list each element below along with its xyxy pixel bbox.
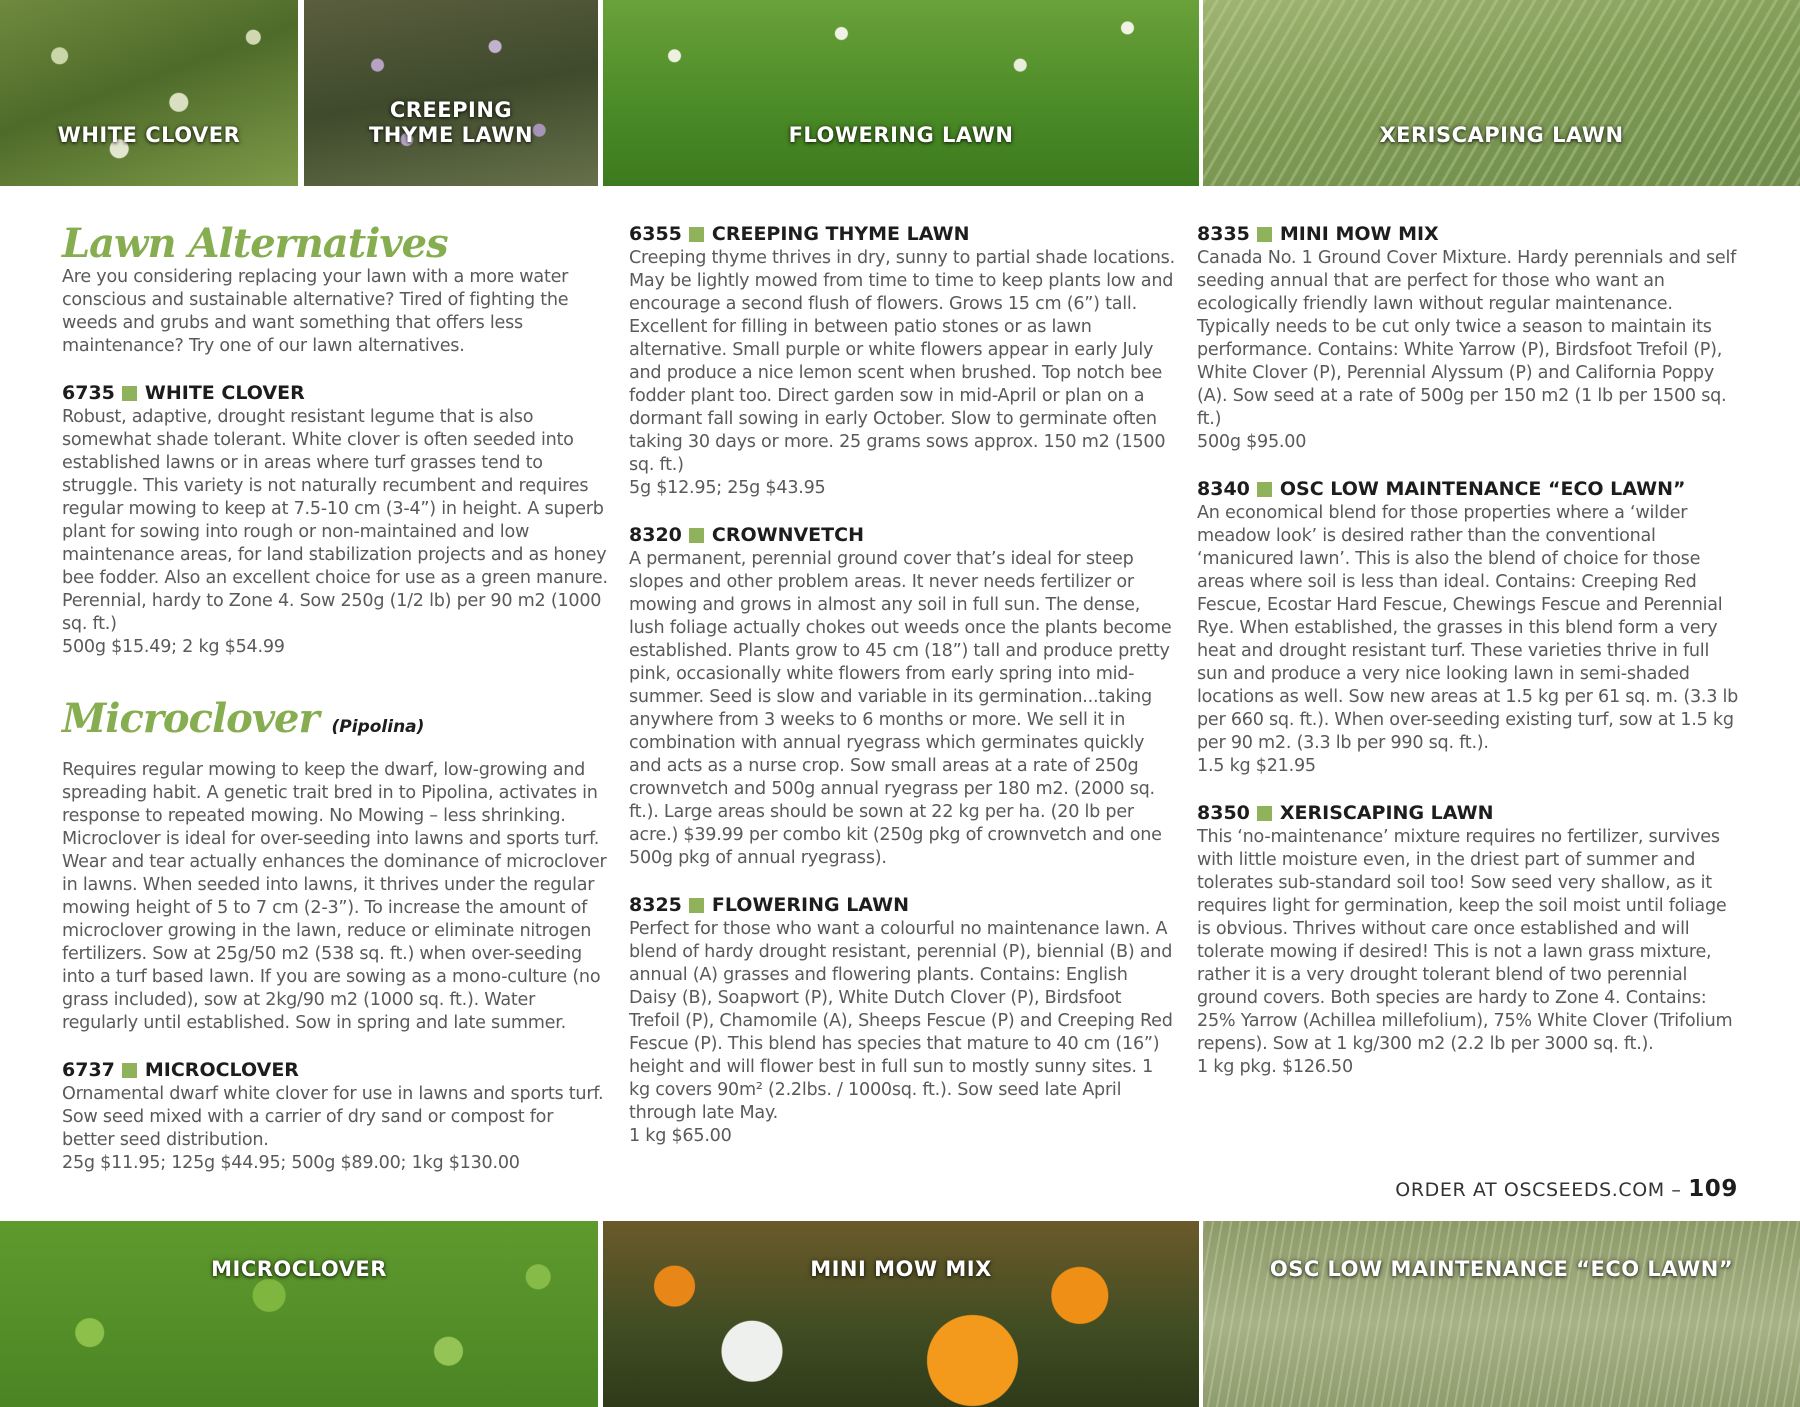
product-description: An economical blend for those properties where a ‘wilder meadow look’ is desired rather than the conventional ‘manicured lawn’. This is also the blend of choice for those areas where soil is less than ideal. Contains: Creeping Red Fescue, Ecostar Hard Fescue, Chewings Fescue and Perennial Rye. When established, the grasses in this blend form a very heat and drought resistant turf. These varieties thrive in full sun and produce a very nice looking lawn in semi-shaded locations as well. Sow new areas at 1.5 kg per 61 sq. m. (3.3 lb per 660 sq. ft.). When over-seeding existing turf, sow at 1.5 kg per 90 m2. (3.3 lb per 990 sq. ft.). [1197, 503, 1739, 753]
product-description: Robust, adaptive, drought resistant legume that is also somewhat shade tolerant. White clover is often seeded into established lawns or in areas where turf grasses tend to struggle. This variety is not naturally recumbent and requires regular mowing to keep at 7.5-10 cm (3-4”) in height. A superb plant for sowing into rough or non-maintained and low maintenance areas, for land stabilization projects and as honey bee fodder. Also an excellent choice for use as a green manure. Perennial, hardy to Zone 4. Sow 250g (1/2 lb) per 90 m2 (1000 sq. ft.) [62, 407, 608, 634]
photo-xeriscaping-lawn [1203, 0, 1800, 186]
tile-label: OSC LOW MAINTENANCE “ECO LAWN” [1269, 1257, 1734, 1281]
tile-label: CREEPING THYME LAWN [368, 98, 534, 147]
tile-label: MICROCLOVER [211, 1257, 387, 1281]
product-description: Creeping thyme thrives in dry, sunny to partial shade locations. May be lightly mowed from time to time to keep plants low and encourage a second flush of flowers. Grows 15 cm (6”) tall. Excellent for filling in between patio stones or as lawn alternative. Small purple or white flowers appear in early July and produce a nice lemon scent when brushed. Top notch bee fodder plant too. Direct garden sow in mid-April or plan on a dormant fall sowing in early October. Slow to germinate often taking 30 days or more. 25 grams sows approx. 150 m2 (1500 sq. ft.) [629, 248, 1175, 475]
page-footer [1395, 1176, 1738, 1202]
product-code: 8340 [1197, 478, 1250, 500]
product-code: 8320 [629, 524, 682, 546]
product-name: OSC LOW MAINTENANCE “ECO LAWN” [1279, 478, 1686, 500]
product-price: 500g $95.00 [1197, 432, 1307, 452]
column-right [1197, 222, 1745, 1079]
product-price: 1 kg pkg. $126.50 [1197, 1057, 1353, 1077]
photo-eco-lawn [1203, 1221, 1800, 1407]
microclover-intro: Requires regular mowing to keep the dwarf, low-growing and spreading habit. A genetic trait bred in to Pipolina, activates in response to repeated mowing. No Mowing – less shrinking. Microclover is ideal for over-seeding into lawns and sports turf. Wear and tear actually enhances the dominance of microclover in lawns. When seeded into lawns, it thrives under the regular mowing height of 5 to 7 cm (2-3”). To increase the amount of microclover growing in the lawn, reduce or eliminate nitrogen fertilizers. Sow at 25g/50 m2 (538 sq. ft.) when over-seeding into a turf based lawn. If you are sowing as a mono-culture (no grass included), sow at 2kg/90 m2 (1000 sq. ft.). Water regularly until established. Sow in spring and late summer. [62, 760, 607, 1033]
tile-label: XERISCAPING LAWN [1379, 123, 1624, 147]
product-code: 6355 [629, 223, 682, 245]
product-name: CROWNVETCH [711, 524, 864, 546]
section-title-lawn-alternatives: Lawn Alternatives [62, 220, 448, 267]
green-square-icon [1257, 806, 1272, 821]
section-title-microclover [62, 697, 610, 749]
green-square-icon [689, 898, 704, 913]
product-description: This ‘no-maintenance’ mixture requires no fertilizer, survives with little moisture even, in the driest part of summer and tolerates sub-standard soil too! Sow seed very shallow, as it requires light for germination, keep the soil moist until foliage is obvious. Thrives without care once established and will tolerate mowing if desired! This is not a lawn grass mixture, rather it is a very drought tolerant blend of two perennial ground covers. Both species are hardy to Zone 4. Contains: 25% Yarrow (Achillea millefolium), 75% White Clover (Trifolium repens). Sow at 1 kg/300 m2 (2.2 lb per 3000 sq. ft.). [1197, 827, 1733, 1054]
product-heading-flowering-lawn [629, 893, 1177, 917]
product-heading-mini-mow [1197, 222, 1745, 246]
photo-creeping-thyme [304, 0, 598, 186]
product-price: 1 kg $65.00 [629, 1126, 732, 1146]
product-heading-white-clover [62, 381, 610, 405]
product-code: 8335 [1197, 223, 1250, 245]
tile-label: FLOWERING LAWN [788, 123, 1014, 147]
product-name: MINI MOW MIX [1279, 223, 1439, 245]
green-square-icon [122, 1063, 137, 1078]
product-heading-crownvetch [629, 523, 1177, 547]
photo-microclover [0, 1221, 598, 1407]
product-price: 1.5 kg $21.95 [1197, 756, 1316, 776]
product-description: Ornamental dwarf white clover for use in lawns and sports turf. Sow seed mixed with a carrier of dry sand or compost for better seed distribution. [62, 1084, 604, 1150]
lawn-alternatives-intro: Are you considering replacing your lawn with a more water conscious and sustainable alternative? Tired of fighting the weeds and grubs and want something that offers less maintenance? Try one of our lawn alternatives. [62, 267, 569, 356]
page-number: 109 [1688, 1176, 1738, 1202]
green-square-icon [1257, 227, 1272, 242]
product-heading-microclover [62, 1058, 610, 1082]
green-square-icon [689, 227, 704, 242]
product-name: CREEPING THYME LAWN [711, 223, 970, 245]
product-price: 500g $15.49; 2 kg $54.99 [62, 637, 285, 657]
product-name: WHITE CLOVER [144, 382, 305, 404]
product-name: FLOWERING LAWN [711, 894, 910, 916]
product-code: 8325 [629, 894, 682, 916]
product-code: 6735 [62, 382, 115, 404]
photo-flowering-lawn [603, 0, 1199, 186]
column-left [62, 222, 610, 1175]
product-name: MICROCLOVER [144, 1059, 299, 1081]
product-heading-creeping-thyme [629, 222, 1177, 246]
product-code: 8350 [1197, 802, 1250, 824]
product-code: 6737 [62, 1059, 115, 1081]
photo-white-clover [0, 0, 298, 186]
product-price: 25g $11.95; 125g $44.95; 500g $89.00; 1kg $130.00 [62, 1153, 520, 1173]
product-description: A permanent, perennial ground cover that’s ideal for steep slopes and other problem areas. It never needs fertilizer or mowing and grows in almost any soil in full sun. The dense, lush foliage actually chokes out weeds once the plants become established. Plants grow to 45 cm (18”) tall and produce pretty pink, occasionally white flowers from early spring into mid-summer. Seed is slow and variable in its germination...taking anywhere from 3 weeks to 6 months or more. We sell it in combination with annual ryegrass which germinates quickly and acts as a nurse crop. Sow small areas at a rate of 250g crownvetch and 500g annual ryegrass per 180 m2. (2000 sq. ft.). Large areas should be sown at 22 kg per ha. (20 lb per acre.) $39.99 per combo kit (250g pkg of crownvetch and one 500g pkg of annual ryegrass). [629, 549, 1172, 868]
order-link-text[interactable]: ORDER AT OSCSEEDS.COM – [1395, 1179, 1682, 1201]
product-price: 5g $12.95; 25g $43.95 [629, 478, 826, 498]
microclover-title-text: Microclover [62, 695, 319, 742]
product-description: Perfect for those who want a colourful no maintenance lawn. A blend of hardy drought resistant, perennial (P), biennial (B) and annual (A) grasses and flowering plants. Contains: English Daisy (B), Soapwort (P), White Dutch Clover (P), Birdsfoot Trefoil (P), Chamomile (A), Sheeps Fescue (P) and Creeping Red Fescue (P). This blend has species that mature to 40 cm (16”) height and will flower best in full sun to mostly sunny sites. 1 kg covers 90m² (2.2lbs. / 1000sq. ft.). Sow seed late April through late May. [629, 919, 1173, 1123]
tile-label: WHITE CLOVER [57, 123, 241, 147]
green-square-icon [122, 386, 137, 401]
product-heading-eco-lawn [1197, 477, 1745, 501]
product-heading-xeriscaping [1197, 801, 1745, 825]
green-square-icon [1257, 482, 1272, 497]
photo-mini-mow-mix [603, 1221, 1199, 1407]
product-name: XERISCAPING LAWN [1279, 802, 1494, 824]
green-square-icon [689, 528, 704, 543]
column-middle [629, 222, 1177, 1148]
tile-label: MINI MOW MIX [810, 1257, 992, 1281]
microclover-subtitle: (Pipolina) [331, 717, 425, 737]
product-description: Canada No. 1 Ground Cover Mixture. Hardy perennials and self seeding annual that are perfect for those who want an ecologically friendly lawn without regular maintenance. Typically needs to be cut only twice a season to maintain its performance. Contains: White Yarrow (P), Birdsfoot Trefoil (P), White Clover (P), Perennial Alyssum (P) and California Poppy (A). Sow seed at a rate of 500g per 150 m2 (1 lb per 1500 sq. ft.) [1197, 248, 1737, 429]
